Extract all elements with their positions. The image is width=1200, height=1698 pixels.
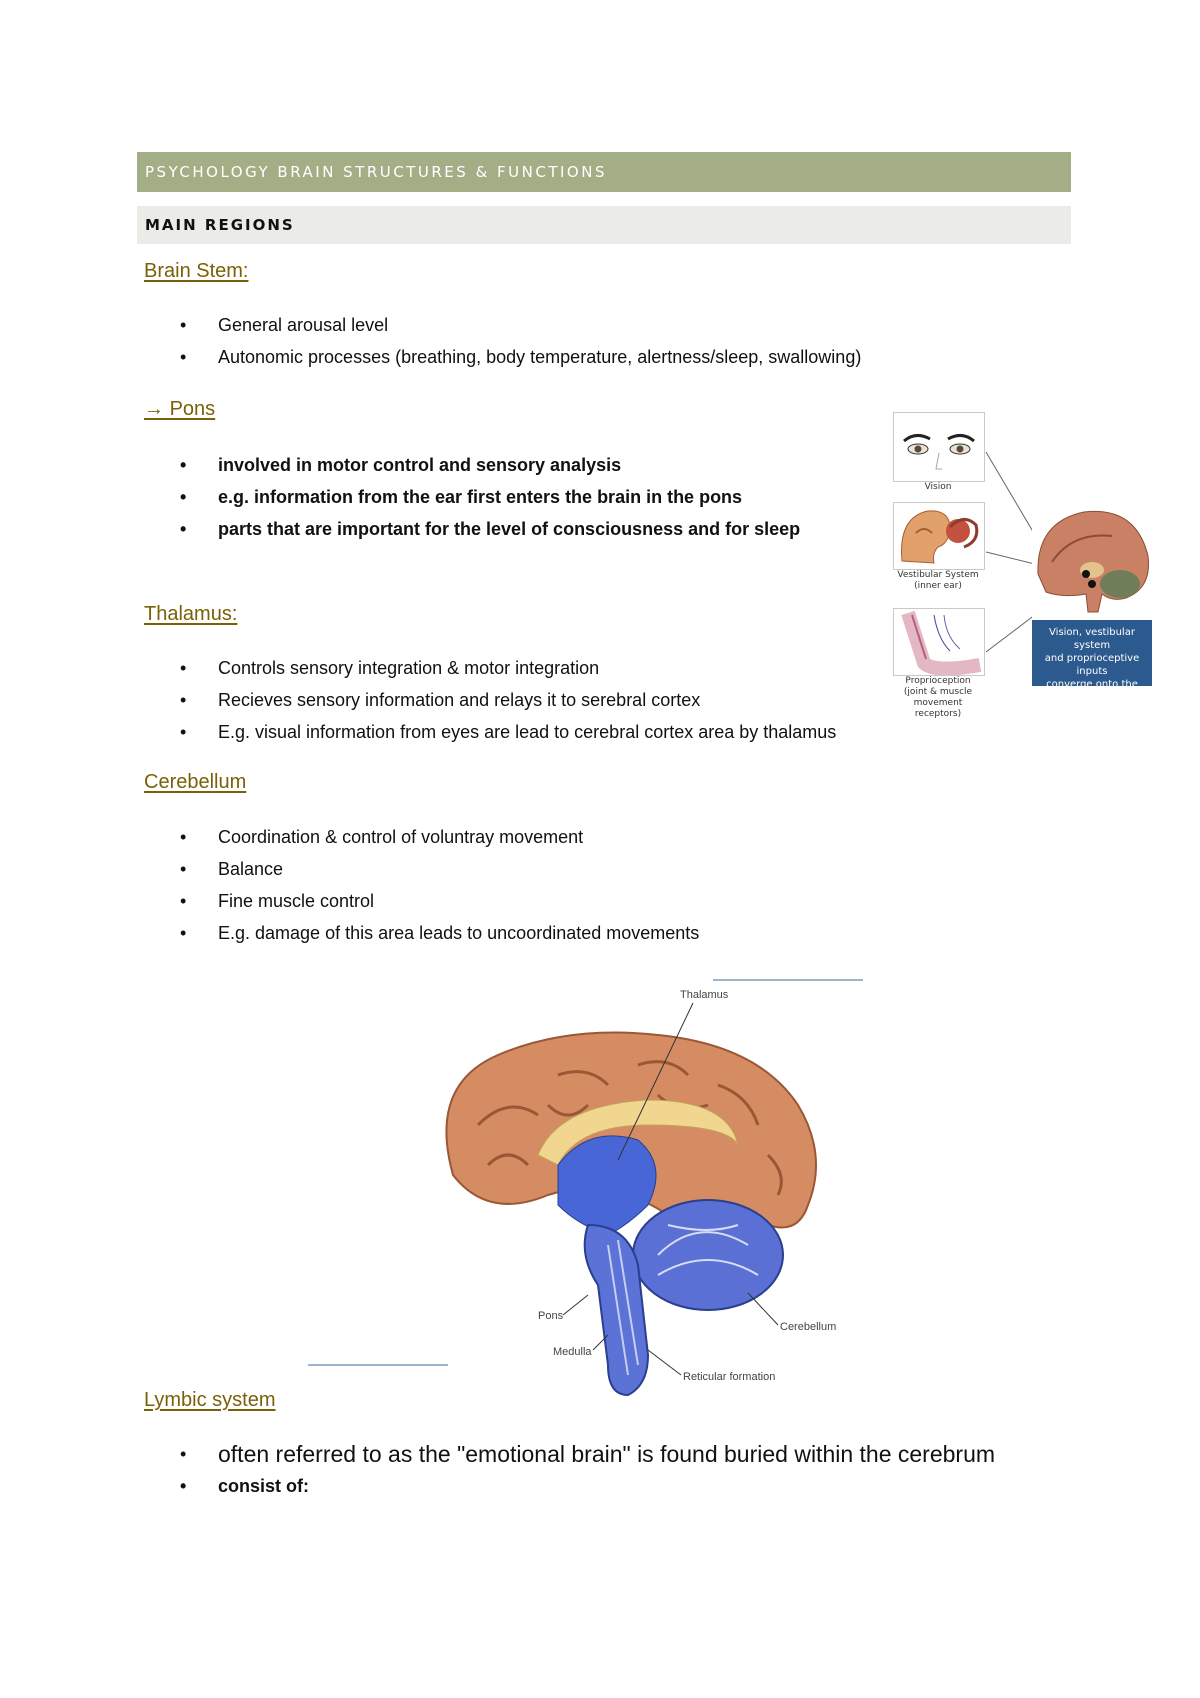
list-item: • E.g. visual information from eyes are lead to cerebral cortex area by thalamus (144, 716, 836, 748)
pons-heading (144, 398, 215, 421)
sensory-inputs-figure (893, 412, 1155, 718)
list-item: • Controls sensory integration & motor integration (144, 652, 836, 684)
list-item: • Recieves sensory information and relays it to serebral cortex (144, 684, 836, 716)
label-cerebellum: Cerebellum (780, 1321, 837, 1333)
brain-illustration (308, 975, 868, 1407)
lymbic-list (144, 1438, 1044, 1502)
brain-thumbnail (1032, 502, 1152, 620)
arm-icon (894, 609, 984, 675)
callout-box: Vision, vestibular system and proprioceptive inputs converge onto the brainstem (1032, 620, 1152, 686)
list-item: • involved in motor control and sensory analysis (144, 449, 800, 481)
label-reticular-formation: Reticular formation (683, 1371, 776, 1383)
cerebellum-list (144, 821, 699, 949)
ear-icon (894, 503, 984, 569)
list-item: • Fine muscle control (144, 885, 699, 917)
proprioception-caption: Proprioception (joint & muscle movement receptors) (903, 676, 973, 719)
label-pons: Pons (538, 1310, 564, 1322)
brain-stem-list (144, 309, 861, 373)
pons-list (144, 449, 800, 545)
eyes-icon (894, 413, 984, 481)
vestibular-caption: Vestibular System (inner ear) (897, 570, 979, 591)
list-item: • Coordination & control of voluntray movement (144, 821, 699, 853)
list-item: • Autonomic processes (breathing, body temperature, alertness/sleep, swallowing) (144, 341, 861, 373)
pons-heading-text: Pons (169, 398, 216, 420)
brain-sagittal-figure (308, 975, 868, 1407)
list-item: • often referred to as the "emotional brain" is found buried within the cerebrum (144, 1438, 1044, 1470)
list-item: • consist of: (144, 1470, 1044, 1502)
label-medulla: Medulla (553, 1346, 592, 1358)
label-thalamus: Thalamus (680, 989, 729, 1001)
list-item: • Balance (144, 853, 699, 885)
list-item: • e.g. information from the ear first enters the brain in the pons (144, 481, 800, 513)
arrow-icon: → (144, 398, 164, 420)
thalamus-list (144, 652, 836, 748)
lymbic-heading: Lymbic system (144, 1389, 276, 1411)
section-heading: MAIN REGIONS (137, 206, 1071, 244)
cerebellum-heading: Cerebellum (144, 771, 247, 793)
list-item: • E.g. damage of this area leads to uncoordinated movements (144, 917, 699, 949)
vision-image (893, 412, 985, 482)
vision-caption: Vision (924, 482, 952, 492)
brain-sagittal-icon (1032, 502, 1152, 620)
brain-stem-heading: Brain Stem: (144, 260, 249, 282)
proprioception-image (893, 608, 985, 676)
vestibular-image (893, 502, 985, 570)
thalamus-heading: Thalamus: (144, 603, 238, 625)
list-item: • parts that are important for the level of consciousness and for sleep (144, 513, 800, 545)
document-title: PSYCHOLOGY BRAIN STRUCTURES & FUNCTIONS (137, 152, 1071, 192)
list-item: • General arousal level (144, 309, 861, 341)
